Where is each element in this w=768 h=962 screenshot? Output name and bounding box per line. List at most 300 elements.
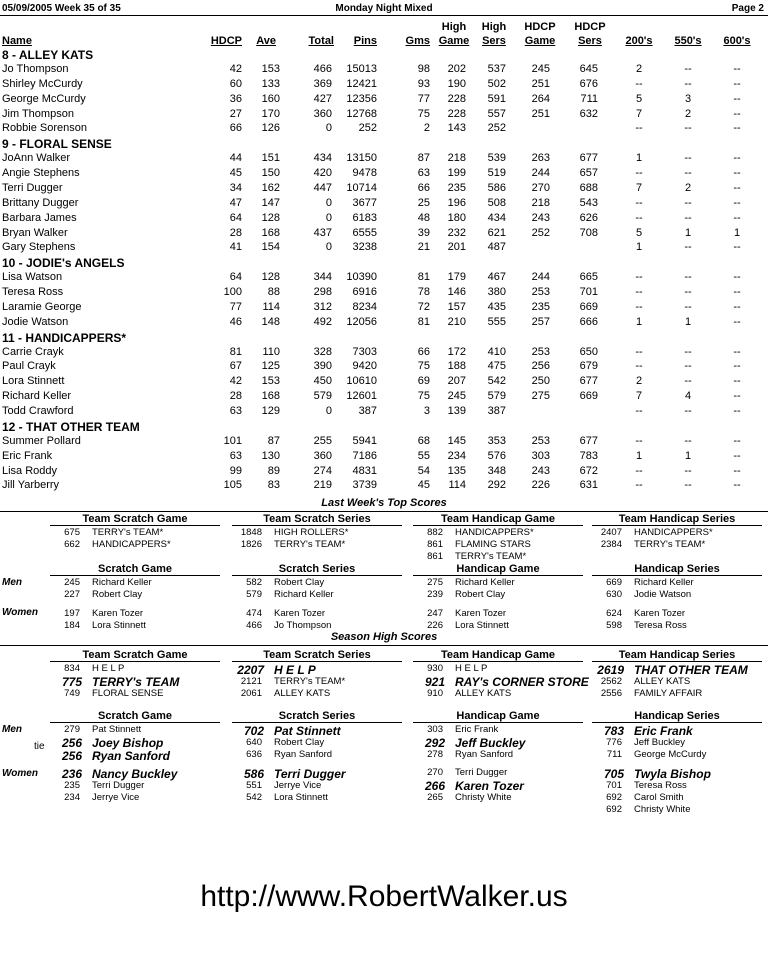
- stat-cell: 64: [229, 211, 242, 224]
- stat-cell: --: [733, 449, 741, 462]
- player-name: Lora Stinnett: [2, 375, 65, 388]
- score-name: Richard Keller: [274, 589, 334, 600]
- score-line: [232, 767, 402, 780]
- table-row: [0, 301, 768, 316]
- stat-cell: 380: [487, 286, 506, 299]
- score-name: Pat Stinnett: [92, 724, 142, 735]
- stat-cell: 387: [487, 405, 506, 417]
- score-box: [592, 649, 762, 700]
- stat-cell: 542: [487, 375, 506, 388]
- score-value: 692: [606, 792, 622, 803]
- column-header-hdgame1: HDCP: [524, 21, 556, 33]
- stat-cell: 0: [325, 196, 332, 209]
- score-line: [232, 539, 402, 551]
- stat-cell: 263: [531, 152, 550, 165]
- stat-cell: 264: [531, 92, 550, 105]
- score-name: Jeff Buckley: [634, 737, 686, 748]
- stat-cell: 252: [531, 226, 550, 239]
- table-row: [0, 375, 768, 390]
- stat-cell: 255: [313, 434, 332, 447]
- score-name: Ryan Sanford: [455, 749, 514, 760]
- score-name: Joey Bishop: [92, 736, 164, 750]
- stat-cell: 508: [487, 196, 506, 209]
- score-box-title: Scratch Game: [50, 710, 220, 723]
- score-value: 466: [246, 620, 262, 631]
- score-line: [413, 724, 583, 736]
- score-line: [413, 527, 583, 539]
- stat-cell: 7: [635, 390, 643, 403]
- score-box: [413, 563, 583, 601]
- score-line: [592, 663, 762, 676]
- score-value: 2207: [237, 663, 264, 677]
- score-line: [50, 724, 220, 736]
- stat-cell: 60: [229, 77, 242, 90]
- stat-cell: 557: [487, 107, 506, 120]
- score-name: HIGH ROLLERS*: [274, 527, 349, 538]
- stat-cell: --: [684, 152, 692, 165]
- stat-cell: 3739: [352, 479, 377, 492]
- score-name: FAMILY AFFAIR: [634, 688, 703, 699]
- stat-cell: 434: [487, 211, 506, 224]
- stat-cell: 44: [229, 152, 242, 165]
- player-name: Jill Yarberry: [2, 479, 60, 492]
- stat-cell: 160: [261, 92, 280, 105]
- column-header-c550: 550's: [674, 35, 702, 47]
- stat-cell: 1: [733, 226, 741, 239]
- score-line: [592, 737, 762, 749]
- stat-cell: 77: [417, 92, 430, 105]
- stat-cell: 1: [635, 449, 643, 462]
- stat-cell: 4831: [352, 464, 377, 477]
- score-value: 256: [61, 736, 82, 750]
- score-value: 474: [246, 608, 262, 619]
- stat-cell: 63: [229, 405, 242, 417]
- score-line: [413, 589, 583, 601]
- stat-cell: 114: [262, 300, 280, 313]
- stat-cell: 75: [417, 390, 430, 403]
- stat-cell: 7: [635, 181, 643, 194]
- player-name: Bryan Walker: [2, 226, 68, 239]
- score-value: 235: [64, 780, 80, 791]
- stat-cell: 12056: [346, 315, 377, 328]
- score-box: [50, 710, 220, 762]
- table-row: [0, 212, 768, 227]
- stat-cell: 669: [579, 300, 598, 313]
- score-line: [50, 780, 220, 792]
- score-line: [413, 767, 583, 779]
- stat-cell: 626: [579, 211, 598, 224]
- stat-cell: 390: [313, 360, 332, 373]
- stat-cell: 128: [261, 271, 280, 284]
- stat-cell: 64: [229, 271, 242, 284]
- stat-cell: 253: [531, 434, 550, 447]
- player-name: Teresa Ross: [2, 286, 64, 299]
- stat-cell: 168: [261, 226, 280, 239]
- stat-cell: 78: [417, 286, 430, 299]
- stat-cell: 344: [313, 271, 332, 284]
- score-box: [50, 608, 220, 632]
- score-name: FLORAL SENSE: [92, 688, 164, 699]
- stat-cell: 543: [579, 196, 598, 209]
- last-week-title: Last Week's Top Scores: [321, 497, 447, 509]
- score-name: Karen Tozer: [455, 779, 524, 793]
- stat-cell: 244: [531, 167, 550, 180]
- score-line: [592, 767, 762, 780]
- stat-cell: 253: [531, 286, 550, 299]
- score-value: 265: [427, 792, 443, 803]
- score-line: [50, 688, 220, 700]
- stat-cell: --: [684, 241, 692, 254]
- score-value: 270: [427, 767, 443, 778]
- score-box-title: Scratch Game: [50, 563, 220, 576]
- stat-cell: 12421: [346, 77, 377, 90]
- score-name: Jerrye Vice: [92, 792, 140, 803]
- column-header-c200: 200's: [625, 35, 653, 47]
- score-line: [232, 749, 402, 761]
- score-name: Robert Clay: [455, 589, 506, 600]
- score-value: 2562: [600, 676, 622, 687]
- score-line: [413, 675, 589, 689]
- stat-cell: 645: [579, 63, 598, 75]
- score-box: [592, 710, 762, 761]
- score-box: [592, 608, 762, 632]
- score-line: [232, 663, 402, 676]
- score-line: [232, 737, 402, 749]
- table-row: [0, 108, 768, 123]
- player-name: Jim Thompson: [2, 107, 74, 120]
- stat-cell: 251: [531, 107, 550, 120]
- score-name: Robert Clay: [274, 577, 325, 588]
- score-value: 234: [64, 792, 80, 803]
- score-line: [592, 804, 762, 816]
- stat-cell: 47: [229, 196, 242, 209]
- stat-cell: 147: [261, 196, 280, 209]
- stat-cell: --: [733, 77, 741, 90]
- stat-cell: 251: [531, 77, 550, 90]
- score-name: Jo Thompson: [274, 620, 332, 631]
- score-name: Karen Tozer: [92, 608, 144, 619]
- stat-cell: 3677: [352, 196, 377, 209]
- stat-cell: 10714: [346, 181, 377, 194]
- stat-cell: 3238: [352, 241, 377, 254]
- column-header-hdcp: HDCP: [210, 35, 242, 47]
- score-name: Karen Tozer: [455, 608, 507, 619]
- score-name: ALLEY KATS: [274, 688, 331, 699]
- stat-cell: 6555: [352, 226, 377, 239]
- stat-cell: 292: [487, 479, 506, 492]
- stat-cell: --: [733, 345, 741, 358]
- table-row: [0, 405, 768, 420]
- score-line: [50, 792, 220, 804]
- stat-cell: --: [733, 286, 741, 299]
- score-name: Jerrye Vice: [274, 780, 322, 791]
- stat-cell: 168: [261, 390, 280, 403]
- stat-cell: --: [635, 196, 643, 209]
- stat-cell: 36: [229, 92, 242, 105]
- stat-cell: 105: [223, 479, 242, 492]
- score-line: [232, 780, 402, 792]
- score-box: [232, 563, 402, 601]
- stat-cell: 252: [487, 122, 506, 135]
- stat-cell: 348: [487, 464, 506, 477]
- stat-cell: 226: [531, 479, 550, 492]
- score-name: Nancy Buckley: [92, 767, 178, 781]
- stat-cell: --: [733, 271, 741, 284]
- stat-cell: 360: [313, 107, 332, 120]
- stat-cell: --: [684, 167, 692, 180]
- stat-cell: 1: [635, 152, 643, 165]
- stat-cell: 83: [267, 479, 280, 492]
- player-name: Terri Dugger: [2, 181, 63, 194]
- table-row: [0, 346, 768, 361]
- score-value: 1826: [240, 539, 262, 550]
- score-line: [592, 577, 762, 589]
- score-box: [232, 649, 402, 700]
- stat-cell: --: [684, 211, 692, 224]
- column-header-hgame2: Game: [438, 35, 470, 47]
- score-value: 226: [427, 620, 443, 631]
- score-name: ALLEY KATS: [455, 688, 512, 699]
- column-header-hgame1: High: [441, 21, 467, 33]
- stat-cell: 196: [447, 196, 466, 209]
- score-name: TERRY's TEAM*: [92, 527, 164, 538]
- stat-cell: 711: [580, 92, 598, 105]
- stat-cell: --: [684, 286, 692, 299]
- score-name: Eric Frank: [634, 724, 693, 738]
- score-name: Lora Stinnett: [455, 620, 509, 631]
- team-name: 11 - HANDICAPPERS*: [2, 330, 127, 345]
- player-name: Barbara James: [2, 211, 77, 224]
- column-header-gms: Gms: [405, 35, 430, 47]
- score-box: [50, 513, 220, 551]
- score-line: [592, 724, 762, 737]
- stat-cell: --: [684, 300, 692, 313]
- men-label: Men: [2, 724, 22, 735]
- score-box: [232, 513, 402, 551]
- men-label: Men: [2, 577, 22, 588]
- player-name: Eric Frank: [2, 449, 53, 462]
- stat-cell: 586: [487, 181, 506, 194]
- score-value: 303: [427, 724, 443, 735]
- stat-cell: 576: [487, 449, 506, 462]
- stat-cell: 632: [579, 107, 598, 120]
- score-box: [50, 767, 220, 804]
- stat-cell: 466: [313, 63, 332, 75]
- score-line: [413, 749, 583, 761]
- score-line: [50, 675, 220, 688]
- player-name: Brittany Dugger: [2, 196, 79, 209]
- stat-cell: 228: [447, 92, 466, 105]
- stat-cell: 48: [417, 211, 430, 224]
- stat-cell: --: [635, 122, 643, 135]
- score-name: Pat Stinnett: [274, 724, 341, 738]
- stat-cell: 353: [487, 434, 506, 447]
- stat-cell: --: [733, 241, 741, 254]
- stat-cell: --: [635, 300, 643, 313]
- score-value: 921: [424, 675, 445, 689]
- score-name: TERRY's TEAM*: [274, 676, 346, 687]
- stat-cell: 69: [417, 375, 430, 388]
- column-header-hdgame2: Game: [524, 35, 556, 47]
- stat-cell: 8234: [352, 300, 377, 313]
- stat-cell: 75: [417, 360, 430, 373]
- score-value: 711: [606, 749, 622, 760]
- stat-cell: --: [684, 479, 692, 492]
- stat-cell: --: [733, 196, 741, 209]
- score-line: [413, 792, 583, 804]
- score-line: [592, 527, 762, 539]
- score-box: [592, 563, 762, 601]
- stat-cell: 6916: [352, 286, 377, 299]
- stat-cell: 10390: [346, 271, 377, 284]
- score-box: [413, 608, 583, 632]
- stat-cell: 665: [579, 271, 598, 284]
- stat-cell: 243: [531, 211, 550, 224]
- score-value: 266: [424, 779, 445, 793]
- stat-cell: --: [635, 286, 643, 299]
- score-line: [413, 779, 583, 792]
- stat-cell: 679: [579, 360, 598, 373]
- table-row: [0, 271, 768, 286]
- score-value: 2619: [597, 663, 624, 677]
- score-name: Jeff Buckley: [455, 736, 526, 750]
- stat-cell: --: [635, 464, 643, 477]
- score-value: 582: [246, 577, 262, 588]
- stat-cell: 7: [635, 107, 643, 120]
- stat-cell: --: [684, 360, 692, 373]
- score-value: 776: [606, 737, 622, 748]
- score-name: FLAMING STARS: [455, 539, 531, 550]
- stat-cell: --: [635, 77, 643, 90]
- footer-url[interactable]: http://www.RobertWalker.us: [200, 880, 568, 913]
- table-row: [0, 450, 768, 465]
- tie-label: tie: [34, 741, 45, 752]
- stat-cell: 657: [579, 167, 598, 180]
- stat-cell: --: [635, 360, 643, 373]
- stat-cell: 6183: [352, 211, 377, 224]
- stat-cell: 12601: [346, 390, 377, 403]
- stat-cell: 143: [447, 122, 466, 135]
- stat-cell: 199: [447, 167, 466, 180]
- stat-cell: 114: [448, 479, 466, 492]
- stat-cell: 42: [229, 375, 242, 388]
- stat-cell: 591: [487, 92, 506, 105]
- stat-cell: --: [684, 77, 692, 90]
- stat-cell: 0: [325, 211, 332, 224]
- stat-cell: 0: [325, 241, 332, 254]
- stat-cell: 151: [261, 152, 280, 165]
- stat-cell: 28: [229, 226, 242, 239]
- stat-cell: 244: [531, 271, 550, 284]
- stat-cell: 5: [635, 92, 643, 105]
- stat-cell: 128: [261, 211, 280, 224]
- stat-cell: 360: [313, 449, 332, 462]
- score-box: [592, 513, 762, 551]
- score-name: George McCurdy: [634, 749, 707, 760]
- stat-cell: 245: [531, 63, 550, 75]
- score-value: 586: [243, 767, 264, 781]
- stat-cell: --: [684, 122, 692, 135]
- score-line: [413, 539, 583, 551]
- stat-cell: 146: [447, 286, 466, 299]
- score-name: Terri Dugger: [92, 780, 145, 791]
- score-value: 2407: [600, 527, 622, 538]
- stat-cell: 55: [417, 449, 430, 462]
- score-value: 2061: [240, 688, 262, 699]
- stat-cell: 12356: [346, 92, 377, 105]
- score-line: [232, 724, 402, 737]
- score-box: [50, 649, 220, 700]
- stat-cell: 75: [417, 107, 430, 120]
- score-box: [413, 513, 583, 563]
- stat-cell: 81: [417, 315, 430, 328]
- score-name: Teresa Ross: [634, 620, 687, 631]
- stat-cell: 3: [423, 405, 430, 417]
- score-name: Eric Frank: [455, 724, 499, 735]
- page-header: [0, 0, 768, 16]
- stat-cell: 170: [261, 107, 280, 120]
- stat-cell: 234: [447, 449, 466, 462]
- stat-cell: 257: [531, 315, 550, 328]
- stat-cell: 81: [417, 271, 430, 284]
- stat-cell: 677: [579, 152, 598, 165]
- score-name: HANDICAPPERS*: [92, 539, 171, 550]
- score-name: Richard Keller: [455, 577, 515, 588]
- score-value: 1848: [240, 527, 262, 538]
- table-row: [0, 435, 768, 450]
- score-line: [592, 676, 762, 688]
- stat-cell: 15013: [346, 63, 377, 75]
- score-value: 675: [64, 527, 80, 538]
- stat-cell: 1: [684, 449, 692, 462]
- player-name: Summer Pollard: [2, 434, 81, 447]
- score-line: [50, 577, 220, 589]
- stat-cell: 66: [417, 345, 430, 358]
- stat-cell: 2: [684, 181, 692, 194]
- stat-cell: --: [684, 63, 692, 75]
- stat-cell: 621: [487, 226, 506, 239]
- player-name: George McCurdy: [2, 92, 86, 105]
- stat-cell: 101: [223, 434, 242, 447]
- stat-cell: --: [733, 464, 741, 477]
- score-line: [592, 608, 762, 620]
- score-value: 542: [246, 792, 262, 803]
- stat-cell: 126: [261, 122, 280, 135]
- stat-cell: 139: [447, 405, 466, 417]
- score-value: 624: [606, 608, 622, 619]
- stat-cell: 0: [325, 122, 332, 135]
- score-box: [413, 710, 583, 761]
- table-row: [0, 360, 768, 375]
- score-name: Lora Stinnett: [92, 620, 146, 631]
- score-value: 2556: [600, 688, 622, 699]
- stat-cell: 677: [579, 434, 598, 447]
- stat-cell: 66: [417, 181, 430, 194]
- score-line: [592, 688, 762, 700]
- score-value: 279: [64, 724, 80, 735]
- stat-cell: 420: [313, 167, 332, 180]
- table-row: [0, 63, 768, 78]
- stat-cell: 46: [229, 315, 242, 328]
- stat-cell: 579: [487, 390, 506, 403]
- score-box: [413, 649, 589, 700]
- stat-cell: 410: [487, 345, 506, 358]
- stat-cell: 1: [635, 241, 643, 254]
- score-name: Richard Keller: [92, 577, 152, 588]
- score-line: [50, 608, 220, 620]
- score-line: [232, 589, 402, 601]
- score-line: [50, 736, 220, 749]
